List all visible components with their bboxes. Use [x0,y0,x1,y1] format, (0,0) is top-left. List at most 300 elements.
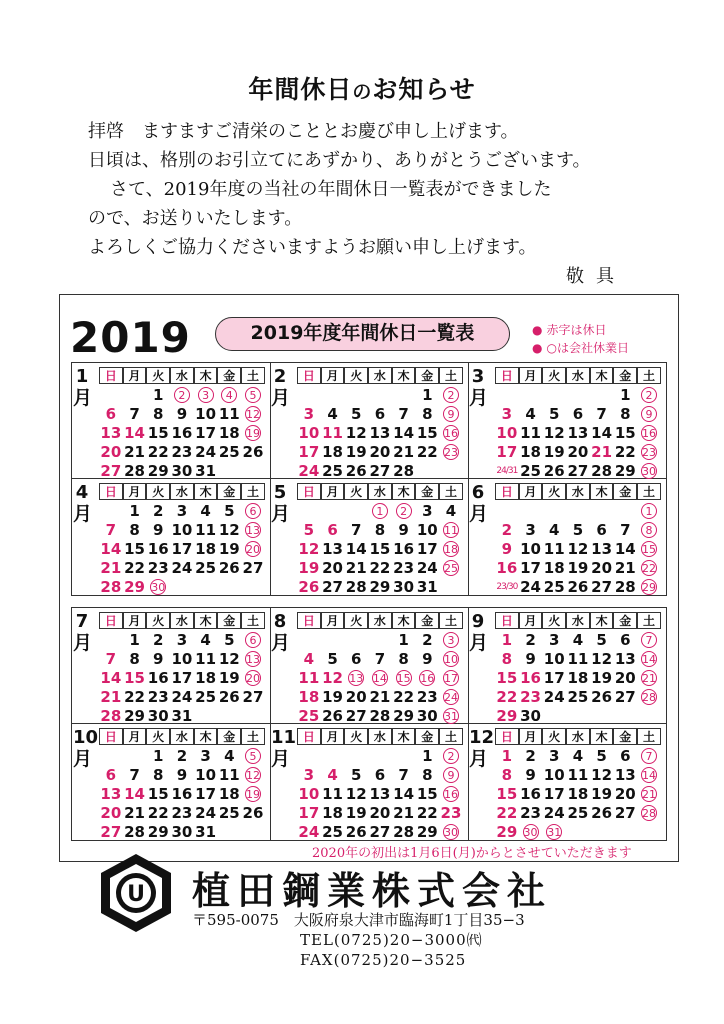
day-cell: 10 [171,521,193,539]
day-cell: 3 [303,405,315,423]
day-cell: 16 [520,785,541,803]
letter-line: 拝啓 ますますご清栄のこととお慶び申し上げます。 [88,121,519,142]
day-cell: 11 [218,405,240,423]
weekday-label: 日 [297,483,321,500]
day-cell: 8 [129,521,140,539]
day-cell: 8 [398,650,409,668]
day-cell: 16 [171,785,193,803]
day-cell: 20 [369,804,391,822]
day-cell: 27 [322,578,343,596]
day-cell [321,747,345,766]
day-cell: 29 [416,823,438,841]
month-2 [269,362,467,478]
weekday-label: 月 [123,612,147,629]
day-cell [368,747,392,766]
day-cell: 19 [298,559,320,577]
day-cell: 2 [501,521,513,539]
weekday-label: 金 [217,728,241,745]
weekday-label: 日 [495,367,519,384]
day-cell: 10 [416,521,438,539]
day-cell: 22 [124,688,145,706]
weekday-label: 土 [637,367,661,384]
day-cell: 26 [242,804,264,822]
weekday-label: 金 [613,367,637,384]
day-cell: 7 [129,405,140,423]
day-cell: 10 [520,540,541,558]
day-cell: 14 [100,669,122,687]
day-cell: 24 [520,578,541,596]
weekday-label: 木 [194,612,218,629]
day-cell: 22 [147,443,169,461]
day-cell: 7 [105,650,117,668]
day-cell: 2 [392,502,416,521]
day-cell [519,502,543,521]
weekday-label: 木 [590,483,614,500]
day-cell [297,502,321,521]
week-row [99,540,265,559]
day-cell: 16 [496,559,518,577]
week-row [99,766,265,785]
day-cell: 8 [153,405,164,423]
day-cell: 12 [567,540,589,558]
day-cell: 11 [218,766,240,784]
weekday-label: 木 [590,367,614,384]
day-cell: 14 [641,769,656,782]
day-cell [297,747,321,766]
weekday-label: 木 [392,367,416,384]
day-cell: 13 [614,650,636,668]
page-title: 年間休日のお知らせ [248,75,476,104]
weekday-label: 金 [415,483,439,500]
day-cell: 25 [567,804,589,822]
day-cell: 25 [322,462,343,480]
weekday-header [297,612,463,631]
weekday-label: 土 [637,483,661,500]
legend-circle: ○は会社休業日 [546,341,629,355]
day-cell: 16 [147,540,169,558]
week-row [99,578,265,597]
day-cell: 7 [620,521,631,539]
day-cell [613,502,637,521]
weekday-label: 日 [99,612,123,629]
month-8 [269,607,467,723]
day-cell: 15 [614,424,636,442]
day-cell: 6 [572,405,584,423]
day-cell: 20 [369,443,391,461]
day-cell: 30 [151,581,166,594]
day-cell: 29 [369,578,391,596]
week-row [297,650,463,669]
day-cell: 4 [224,747,235,765]
week-row [297,631,463,650]
day-cell: 19 [591,785,613,803]
weekday-label: 土 [439,483,463,500]
day-cell: 11 [443,524,458,537]
weekday-label: 日 [297,367,321,384]
day-cell [170,578,194,597]
weekday-label: 木 [392,612,416,629]
week-row [495,386,661,405]
day-cell: 8 [637,521,661,540]
day-cell: 12 [591,650,613,668]
weekday-label: 月 [321,483,345,500]
month-label: 11 月 [271,727,297,770]
letter-line: 日頃は、格別のお引立てにあずかり、ありがとうございます。 [88,150,591,171]
day-cell: 23 [520,688,541,706]
weekday-label: 火 [146,483,170,500]
day-cell: 17 [171,540,193,558]
day-cell: 19 [567,559,589,577]
day-cell: 23 [440,804,462,822]
weekday-label: 水 [566,728,590,745]
week-row [495,559,661,578]
bullet-icon: ● [532,323,543,337]
day-cell: 13 [100,785,122,803]
day-cell: 15 [396,672,411,685]
weekday-label: 火 [344,612,368,629]
week-row [495,785,661,804]
weekday-label: 土 [637,612,661,629]
day-cell [344,631,368,650]
weekday-label: 日 [99,367,123,384]
day-cell: 4 [303,650,315,668]
day-cell: 12 [245,769,260,782]
weekday-label: 火 [542,612,566,629]
month-label: 3 月 [469,366,489,409]
day-cell: 8 [129,650,140,668]
week-row [99,559,265,578]
day-cell: 1 [422,747,433,765]
weekday-label: 火 [146,612,170,629]
day-cell: 19 [345,804,367,822]
day-cell: 29 [496,823,518,841]
week-row [495,578,661,597]
week-row [99,502,265,521]
day-cell: 26 [591,804,613,822]
day-cell: 11 [567,650,589,668]
day-cell: 25 [218,443,240,461]
weekday-label: 日 [297,728,321,745]
day-cell: 22 [641,562,656,575]
day-cell: 22 [496,804,518,822]
day-cell [321,386,345,405]
day-cell: 11 [322,424,343,442]
day-cell: 7 [351,521,362,539]
weekday-label: 火 [542,367,566,384]
day-cell: 8 [422,766,433,784]
weekday-label: 木 [590,728,614,745]
day-cell: 6 [374,405,386,423]
day-cell: 12 [345,785,367,803]
day-cell: 25 [195,559,217,577]
day-cell: 26 [218,559,240,577]
weekday-label: 月 [519,367,543,384]
day-cell: 29 [124,707,145,725]
weekday-label: 月 [321,612,345,629]
weekday-label: 水 [170,367,194,384]
month-label: 7 月 [73,611,93,654]
day-cell [241,578,265,597]
day-cell: 10 [543,766,565,784]
weekday-header [495,483,661,502]
day-cell: 28 [124,462,145,480]
day-cell: 19 [543,443,565,461]
day-cell: 11 [520,424,541,442]
weekday-label: 金 [415,612,439,629]
week-row [99,631,265,650]
day-cell: 1 [153,747,164,765]
day-cell: 23 [443,446,458,459]
month-label: 9 月 [469,611,489,654]
day-cell: 28 [393,462,415,480]
day-cell: 3 [525,521,536,539]
day-cell: 6 [105,405,117,423]
day-cell: 23 [147,559,169,577]
day-cell: 9 [176,766,188,784]
day-cell: 28 [345,578,367,596]
day-cell: 13 [614,766,636,784]
weekday-header [297,367,463,386]
day-cell: 3 [176,502,188,520]
day-cell: 15 [416,785,438,803]
day-cell: 27 [100,823,122,841]
day-cell: 23 [171,804,193,822]
fax-number: FAX(0725)20−3525 [300,951,467,969]
day-cell: 17 [416,540,438,558]
day-cell [590,823,614,842]
day-cell: 23 [416,688,438,706]
day-cell: 29 [124,578,145,596]
week-row [297,405,463,424]
day-cell: 12 [218,521,240,539]
day-cell: 30 [443,826,458,839]
day-cell: 13 [567,424,589,442]
day-cell: 24 [443,691,458,704]
day-cell: 23 [641,446,656,459]
day-cell: 12 [543,424,565,442]
day-cell: 11 [543,540,565,558]
weekday-label: 木 [194,483,218,500]
weekday-label: 水 [368,483,392,500]
day-cell: 21 [369,688,391,706]
week-row [99,443,265,462]
weekday-label: 金 [613,612,637,629]
day-cell: 29 [147,823,169,841]
day-cell: 24 [298,823,320,841]
company-logo-icon [95,852,177,934]
day-cell: 24 [171,559,193,577]
day-cell: 7 [637,631,661,650]
day-cell: 9 [439,405,463,424]
day-cell: 22 [416,443,438,461]
day-cell: 27 [242,688,264,706]
day-cell: 2 [637,386,661,405]
week-row [297,443,463,462]
day-cell: 10 [195,766,217,784]
week-row [495,804,661,823]
day-cell: 1 [129,631,140,649]
letter-line: よろしくご協力くださいますようお願い申し上げます。 [88,237,537,258]
day-cell [194,578,218,597]
week-row [495,650,661,669]
weekday-label: 水 [170,728,194,745]
day-cell: 2 [176,747,188,765]
day-cell: 20 [245,543,260,556]
weekday-label: 土 [439,612,463,629]
weekday-label: 水 [170,612,194,629]
day-cell: 17 [496,443,518,461]
day-cell: 1 [501,631,513,649]
day-cell: 1 [422,386,433,404]
day-cell: 12 [322,669,343,687]
month-label: 12 月 [469,727,495,770]
week-row [297,688,463,707]
day-cell [613,823,637,842]
weekday-label: 土 [637,728,661,745]
day-cell: 24 [298,462,320,480]
day-cell: 18 [322,804,343,822]
day-cell: 24 [543,804,565,822]
day-cell: 6 [241,631,265,650]
legend-red: 赤字は休日 [546,323,607,337]
day-cell: 21 [393,804,415,822]
day-cell: 29 [496,707,518,725]
company-name: 植田鋼業株式会社 [192,869,553,913]
day-cell: 17 [298,804,320,822]
weekday-label: 火 [344,483,368,500]
day-cell: 12 [245,408,260,421]
month-10 [71,723,269,839]
weekday-label: 土 [439,367,463,384]
weekday-label: 日 [495,728,519,745]
day-cell [297,631,321,650]
day-cell: 9 [398,521,409,539]
day-cell: 25 [322,823,343,841]
day-cell: 4 [327,766,338,784]
day-cell: 20 [100,804,122,822]
day-cell: 24 [543,688,565,706]
weekday-label: 月 [123,367,147,384]
day-cell: 28 [641,807,656,820]
month-label: 10 月 [73,727,99,770]
day-cell: 5 [596,631,607,649]
day-cell: 6 [241,502,265,521]
week-row [99,747,265,766]
day-cell: 10 [496,424,518,442]
day-cell: 27 [369,823,391,841]
day-cell: 3 [439,631,463,650]
day-cell: 14 [393,424,415,442]
day-cell: 3 [501,405,513,423]
day-cell: 24 [195,804,217,822]
day-cell: 5 [351,405,362,423]
weekday-label: 水 [566,483,590,500]
day-cell: 18 [443,543,458,556]
day-cell [566,502,590,521]
day-cell [566,386,590,405]
month-1 [71,362,269,478]
day-cell: 16 [171,424,193,442]
day-cell [344,502,368,521]
day-cell: 4 [200,631,211,649]
day-cell: 19 [218,669,240,687]
day-cell [392,747,416,766]
day-cell: 22 [369,559,391,577]
day-cell: 23 [393,559,415,577]
day-cell: 11 [195,521,217,539]
day-cell: 13 [369,424,391,442]
week-row [495,502,661,521]
day-cell: 26 [591,688,613,706]
calendar-year: 2019 [70,313,191,362]
day-cell: 21 [591,443,613,461]
day-cell: 9 [525,650,536,668]
month-label: 4 月 [73,482,93,525]
weekday-label: 月 [519,728,543,745]
day-cell: 6 [596,521,607,539]
day-cell: 14 [372,672,387,685]
week-row [99,405,265,424]
day-cell: 9 [153,521,164,539]
day-cell: 4 [525,405,536,423]
week-row [99,521,265,540]
day-cell: 13 [322,540,343,558]
day-cell: 30 [171,823,193,841]
day-cell: 15 [147,785,169,803]
letter-line: さて、2019年度の当社の年間休日一覧表ができました [110,179,552,200]
day-cell: 15 [124,540,145,558]
day-cell: 12 [591,766,613,784]
week-row [99,688,265,707]
day-cell: 29 [614,462,636,480]
week-row [297,521,463,540]
day-cell: 23 [520,804,541,822]
greeting-letter [88,117,668,291]
weekday-label: 火 [344,728,368,745]
day-cell: 14 [124,785,145,803]
month-label: 6 月 [469,482,489,525]
day-cell: 25 [218,804,240,822]
day-cell: 3 [549,747,560,765]
weekday-label: 土 [241,612,265,629]
day-cell [495,502,519,521]
day-cell: 5 [549,405,560,423]
day-cell: 3 [176,631,188,649]
day-cell: 1 [129,502,140,520]
day-cell: 14 [124,424,145,442]
month-label: 5 月 [271,482,291,525]
day-cell: 26 [543,462,565,480]
day-cell: 28 [614,578,636,596]
month-label: 2 月 [271,366,291,409]
day-cell: 20 [567,443,589,461]
day-cell: 27 [345,707,367,725]
day-cell: 7 [398,405,409,423]
day-cell: 21 [345,559,367,577]
weekday-label: 月 [321,367,345,384]
day-cell: 19 [345,443,367,461]
day-cell: 4 [572,747,584,765]
day-cell: 26 [298,578,320,596]
logo-letter: U [127,882,145,907]
month-3 [467,362,665,478]
day-cell: 2 [153,631,164,649]
weekday-label: 金 [217,367,241,384]
day-cell: 30 [520,707,541,725]
week-row [495,631,661,650]
day-cell: 15 [124,669,145,687]
day-cell [542,386,566,405]
